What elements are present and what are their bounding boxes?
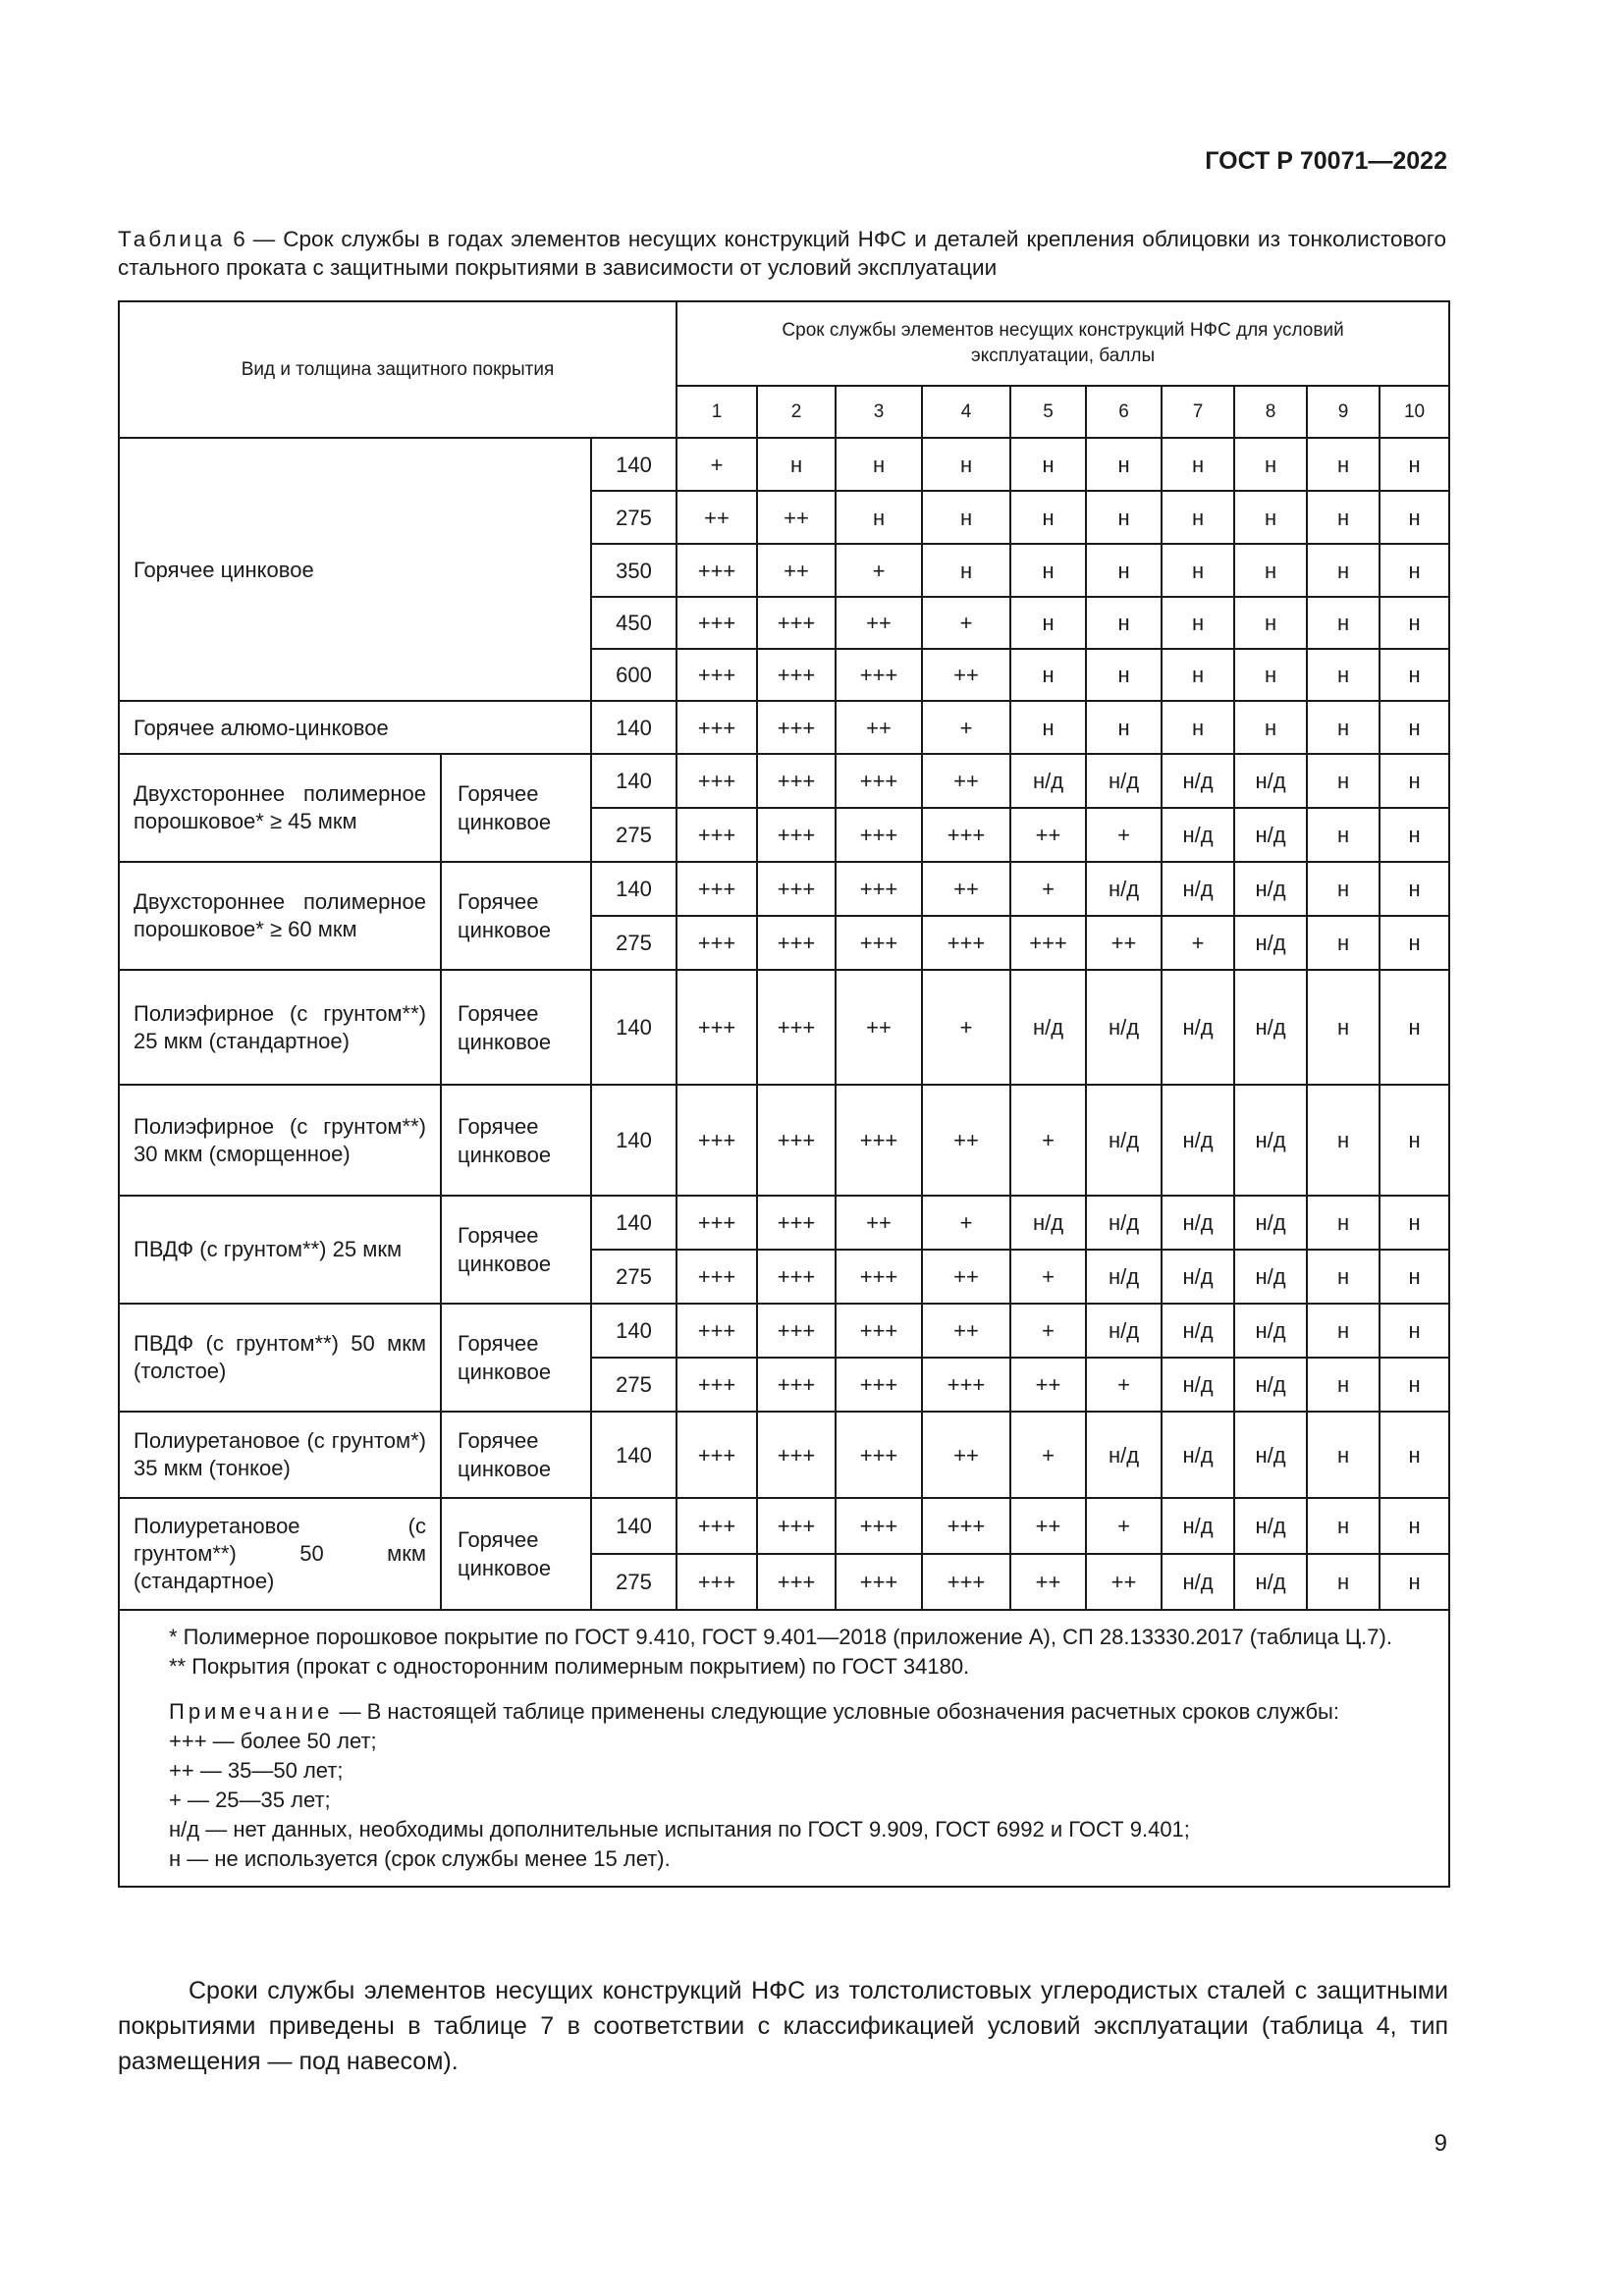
value-cell: н [1380,808,1449,862]
footnote-1: * Полимерное порошковое покрытие по ГОСТ 9.410, ГОСТ 9.401—2018 (приложение А), СП 28.13330.2017 (таблица Ц.7). [169,1625,1392,1649]
coating-type-cell: Двухстороннее полимерное порошковое* ≥ 45 мкм [119,754,441,862]
value-cell: н [1307,916,1380,970]
value-cell: н [1307,1412,1380,1498]
value-cell: +++ [1010,916,1086,970]
thickness-cell: 275 [591,491,677,544]
value-cell: + [677,438,757,491]
table-row [119,1085,1449,1196]
value-cell: н/д [1162,1554,1234,1610]
value-cell: +++ [757,1358,836,1412]
legend-item: н — не используется (срок службы менее 15 лет). [169,1846,671,1871]
value-cell: н [1234,544,1307,597]
table-caption-text: 6 — Срок службы в годах элементов несущих конструкций НФС и деталей крепления облицовки из тонколистового стального проката с защитными покрытиями в зависимости от условий эксплуатации [118,227,1446,280]
value-cell: н [1162,701,1234,754]
value-cell: +++ [757,1498,836,1554]
value-cell: н [1307,544,1380,597]
coating-type-cell: Полиуретановое (с грунтом**) 50 мкм (стандартное) [119,1498,441,1610]
value-cell: н [1010,597,1086,649]
value-cell: н [1162,597,1234,649]
base-coating-cell: Горячее цинковое [441,754,591,862]
value-cell: н/д [1234,1358,1307,1412]
value-cell: н/д [1234,1304,1307,1358]
value-cell: н [1162,438,1234,491]
value-cell: н [1234,597,1307,649]
coating-type-cell: Горячее алюмо-цинковое [119,701,591,754]
value-cell: н [1010,544,1086,597]
value-cell: н/д [1086,1196,1162,1250]
value-cell: +++ [922,1554,1010,1610]
value-cell: н [1307,862,1380,916]
value-cell: н/д [1234,916,1307,970]
value-cell: н [1010,491,1086,544]
value-cell: н [1380,438,1449,491]
coating-type-cell: Полиуретановое (с грунтом*) 35 мкм (тонкое) [119,1412,441,1498]
value-cell: +++ [836,1304,922,1358]
value-cell: н [1086,438,1162,491]
value-cell: н/д [1010,970,1086,1085]
thickness-cell: 140 [591,1498,677,1554]
value-cell: +++ [922,1358,1010,1412]
value-cell: н [1380,1358,1449,1412]
value-cell: н [1380,701,1449,754]
legend-item: + — 25—35 лет; [169,1788,331,1812]
value-cell: +++ [677,1498,757,1554]
value-cell: +++ [922,1498,1010,1554]
value-cell: н/д [1234,1412,1307,1498]
value-cell: н [1307,597,1380,649]
table-caption-label: Таблица [118,227,226,251]
value-cell: ++ [922,754,1010,808]
table-row [119,701,1449,754]
legend-item: ++ — 35—50 лет; [169,1758,344,1783]
value-cell: н/д [1234,1498,1307,1554]
table-notes [119,1610,1449,1887]
page-number: 9 [1434,2130,1447,2157]
value-cell: + [1162,916,1234,970]
thickness-cell: 275 [591,1250,677,1304]
value-cell: +++ [836,916,922,970]
value-cell: н [1307,1358,1380,1412]
value-cell: н [1010,649,1086,701]
value-cell: н/д [1234,754,1307,808]
value-cell: +++ [677,1358,757,1412]
value-cell: н/д [1162,970,1234,1085]
value-cell: н [922,544,1010,597]
grade-header: 3 [836,386,922,438]
value-cell: +++ [836,1554,922,1610]
value-cell: н [922,491,1010,544]
thickness-cell: 140 [591,862,677,916]
footnote-2: ** Покрытия (прокат с односторонним полимерным покрытием) по ГОСТ 34180. [169,1654,970,1679]
value-cell: +++ [836,1085,922,1196]
value-cell: н [1234,701,1307,754]
grade-header: 1 [677,386,757,438]
value-cell: ++ [1010,1498,1086,1554]
body-paragraph: Сроки службы элементов несущих конструкций НФС из толстолистовых углеродистых сталей с защитными покрытиями приведены в таблице 7 в соответствии с классификацией условий эксплуатации (таблица 4, тип размещения — под навесом). [118,1977,1448,2075]
value-cell: +++ [922,808,1010,862]
table-row [119,862,1449,916]
value-cell: +++ [836,862,922,916]
value-cell: н [1307,438,1380,491]
value-cell: + [922,1196,1010,1250]
thickness-cell: 600 [591,649,677,701]
value-cell: +++ [757,862,836,916]
value-cell: ++ [922,1250,1010,1304]
value-cell: н [1380,544,1449,597]
value-cell: н [1380,1498,1449,1554]
coating-type-cell: Полиэфирное (с грунтом**) 25 мкм (стандартное) [119,970,441,1085]
table-caption [118,225,1446,282]
grade-header: 2 [757,386,836,438]
value-cell: н/д [1086,1412,1162,1498]
value-cell: +++ [757,1250,836,1304]
document-code: ГОСТ Р 70071—2022 [1205,147,1447,175]
value-cell: н/д [1162,1412,1234,1498]
grade-header: 8 [1234,386,1307,438]
table-row [119,1498,1449,1554]
value-cell: ++ [1010,808,1086,862]
value-cell: + [1010,1304,1086,1358]
value-cell: н [1380,1250,1449,1304]
value-cell: + [1010,1250,1086,1304]
value-cell: ++ [922,649,1010,701]
coating-type-cell: ПВДФ (с грунтом**) 25 мкм [119,1196,441,1304]
thickness-cell: 275 [591,1554,677,1610]
value-cell: + [1010,1085,1086,1196]
value-cell: ++ [1010,1358,1086,1412]
value-cell: ++ [922,862,1010,916]
value-cell: +++ [836,1412,922,1498]
value-cell: н [1307,649,1380,701]
value-cell: н [1086,597,1162,649]
value-cell: ++ [1010,1554,1086,1610]
value-cell: ++ [757,544,836,597]
value-cell: +++ [836,754,922,808]
value-cell: н/д [1234,1554,1307,1610]
value-cell: +++ [677,544,757,597]
value-cell: н [757,438,836,491]
value-cell: + [922,701,1010,754]
value-cell: +++ [757,597,836,649]
value-cell: +++ [677,649,757,701]
value-cell: +++ [757,754,836,808]
base-coating-cell: Горячее цинковое [441,1498,591,1610]
value-cell: н [1162,544,1234,597]
table-row [119,1196,1449,1250]
value-cell: н [1086,491,1162,544]
table-row [119,970,1449,1085]
value-cell: н [1380,916,1449,970]
value-cell: н [1162,649,1234,701]
value-cell: +++ [757,701,836,754]
value-cell: + [1086,1498,1162,1554]
value-cell: +++ [677,754,757,808]
value-cell: +++ [677,916,757,970]
value-cell: н [1162,491,1234,544]
value-cell: ++ [1086,916,1162,970]
coating-type-cell: Горячее цинковое [119,438,591,701]
value-cell: н/д [1162,754,1234,808]
value-cell: н [836,438,922,491]
value-cell: н/д [1234,1250,1307,1304]
value-cell: +++ [677,1250,757,1304]
coating-type-cell: Полиэфирное (с грунтом**) 30 мкм (сморщенное) [119,1085,441,1196]
thickness-cell: 140 [591,1412,677,1498]
value-cell: н [1234,491,1307,544]
value-cell: н/д [1162,1085,1234,1196]
value-cell: н [1380,1412,1449,1498]
value-cell: +++ [677,808,757,862]
value-cell: + [922,970,1010,1085]
value-cell: +++ [677,1085,757,1196]
service-life-table [118,300,1450,1888]
legend-item: +++ — более 50 лет; [169,1729,377,1753]
value-cell: н [1086,701,1162,754]
value-cell: + [1086,1358,1162,1412]
value-cell: +++ [677,1554,757,1610]
value-cell: н [1380,862,1449,916]
value-cell: +++ [757,970,836,1085]
base-coating-cell: Горячее цинковое [441,1304,591,1412]
value-cell: ++ [922,1412,1010,1498]
value-cell: н [1307,1554,1380,1610]
value-cell: н [1086,544,1162,597]
value-cell: + [1010,1412,1086,1498]
value-cell: н/д [1086,1250,1162,1304]
thickness-cell: 140 [591,1085,677,1196]
value-cell: +++ [836,1498,922,1554]
value-cell: н [1307,1304,1380,1358]
value-cell: н [1307,491,1380,544]
value-cell: +++ [836,649,922,701]
value-cell: н/д [1162,862,1234,916]
value-cell: +++ [677,701,757,754]
value-cell: +++ [677,1412,757,1498]
value-cell: + [922,597,1010,649]
note-text: — В настоящей таблице применены следующие условные обозначения расчетных сроков службы: [333,1699,1339,1724]
base-coating-cell: Горячее цинковое [441,862,591,970]
value-cell: н/д [1234,862,1307,916]
value-cell: +++ [677,1196,757,1250]
note-label: Примечание [169,1699,334,1724]
value-cell: н/д [1162,1498,1234,1554]
value-cell: н [836,491,922,544]
value-cell: н [1010,438,1086,491]
col-type-header: Вид и толщина защитного покрытия [119,301,677,438]
table-notes-row [119,1610,1449,1887]
thickness-cell: 275 [591,1358,677,1412]
thickness-cell: 275 [591,808,677,862]
value-cell: + [1086,808,1162,862]
base-coating-cell: Горячее цинковое [441,970,591,1085]
value-cell: н [1380,597,1449,649]
value-cell: +++ [757,649,836,701]
value-cell: н/д [1086,862,1162,916]
value-cell: +++ [836,808,922,862]
value-cell: н/д [1162,1196,1234,1250]
thickness-cell: 140 [591,970,677,1085]
value-cell: н [1380,1304,1449,1358]
value-cell: н/д [1162,1358,1234,1412]
grade-header: 5 [1010,386,1086,438]
value-cell: н [1380,649,1449,701]
value-cell: н [922,438,1010,491]
value-cell: ++ [757,491,836,544]
value-cell: н [1307,1196,1380,1250]
value-cell: н [1307,754,1380,808]
thickness-cell: 140 [591,1196,677,1250]
table-row [119,1412,1449,1498]
value-cell: ++ [836,701,922,754]
value-cell: н [1380,1085,1449,1196]
value-cell: н [1307,1498,1380,1554]
grade-header: 9 [1307,386,1380,438]
value-cell: н/д [1234,808,1307,862]
thickness-cell: 140 [591,754,677,808]
table-row [119,754,1449,808]
value-cell: +++ [677,1304,757,1358]
grade-header: 4 [922,386,1010,438]
value-cell: н/д [1010,1196,1086,1250]
value-cell: н [1380,491,1449,544]
value-cell: н [1380,1554,1449,1610]
base-coating-cell: Горячее цинковое [441,1196,591,1304]
value-cell: н [1307,970,1380,1085]
grade-header: 6 [1086,386,1162,438]
thickness-cell: 275 [591,916,677,970]
base-coating-cell: Горячее цинковое [441,1085,591,1196]
table-row [119,1304,1449,1358]
value-cell: ++ [836,970,922,1085]
note [134,1697,1435,1727]
value-cell: н/д [1162,808,1234,862]
value-cell: +++ [757,1196,836,1250]
value-cell: н/д [1234,970,1307,1085]
value-cell: +++ [836,1250,922,1304]
value-cell: н [1086,649,1162,701]
value-cell: +++ [677,862,757,916]
value-cell: н [1234,649,1307,701]
col-group-header: Срок службы элементов несущих конструкций НФС для условий эксплуатации, баллы [677,301,1449,386]
value-cell: н [1307,1250,1380,1304]
value-cell: ++ [836,597,922,649]
value-cell: н/д [1086,754,1162,808]
value-cell: +++ [757,1085,836,1196]
value-cell: н [1307,808,1380,862]
coating-type-cell: ПВДФ (с грунтом**) 50 мкм (толстое) [119,1304,441,1412]
value-cell: ++ [836,1196,922,1250]
table-row [119,438,1449,491]
value-cell: н/д [1234,1196,1307,1250]
table-header-row [119,301,1449,386]
value-cell: +++ [757,916,836,970]
thickness-cell: 450 [591,597,677,649]
thickness-cell: 140 [591,701,677,754]
value-cell: ++ [1086,1554,1162,1610]
value-cell: + [1010,862,1086,916]
thickness-cell: 140 [591,438,677,491]
thickness-cell: 140 [591,1304,677,1358]
thickness-cell: 350 [591,544,677,597]
value-cell: н [1234,438,1307,491]
coating-type-cell: Двухстороннее полимерное порошковое* ≥ 60 мкм [119,862,441,970]
value-cell: н/д [1234,1085,1307,1196]
value-cell: +++ [677,970,757,1085]
value-cell: + [836,544,922,597]
value-cell: ++ [922,1304,1010,1358]
value-cell: н [1380,970,1449,1085]
value-cell: +++ [757,1412,836,1498]
value-cell: н/д [1086,970,1162,1085]
base-coating-cell: Горячее цинковое [441,1412,591,1498]
grade-header: 10 [1380,386,1449,438]
value-cell: +++ [836,1358,922,1412]
value-cell: н [1307,1085,1380,1196]
value-cell: н/д [1086,1304,1162,1358]
value-cell: +++ [757,808,836,862]
value-cell: +++ [757,1304,836,1358]
value-cell: н [1380,1196,1449,1250]
value-cell: ++ [677,491,757,544]
value-cell: н/д [1162,1304,1234,1358]
value-cell: н [1307,701,1380,754]
value-cell: н [1380,754,1449,808]
value-cell: н/д [1086,1085,1162,1196]
value-cell: ++ [922,1085,1010,1196]
legend-item: н/д — нет данных, необходимы дополнительные испытания по ГОСТ 9.909, ГОСТ 6992 и ГОСТ 9.401; [169,1817,1190,1842]
value-cell: +++ [677,597,757,649]
value-cell: н [1010,701,1086,754]
value-cell: н/д [1010,754,1086,808]
value-cell: +++ [757,1554,836,1610]
value-cell: н/д [1162,1250,1234,1304]
value-cell: +++ [922,916,1010,970]
grade-header: 7 [1162,386,1234,438]
